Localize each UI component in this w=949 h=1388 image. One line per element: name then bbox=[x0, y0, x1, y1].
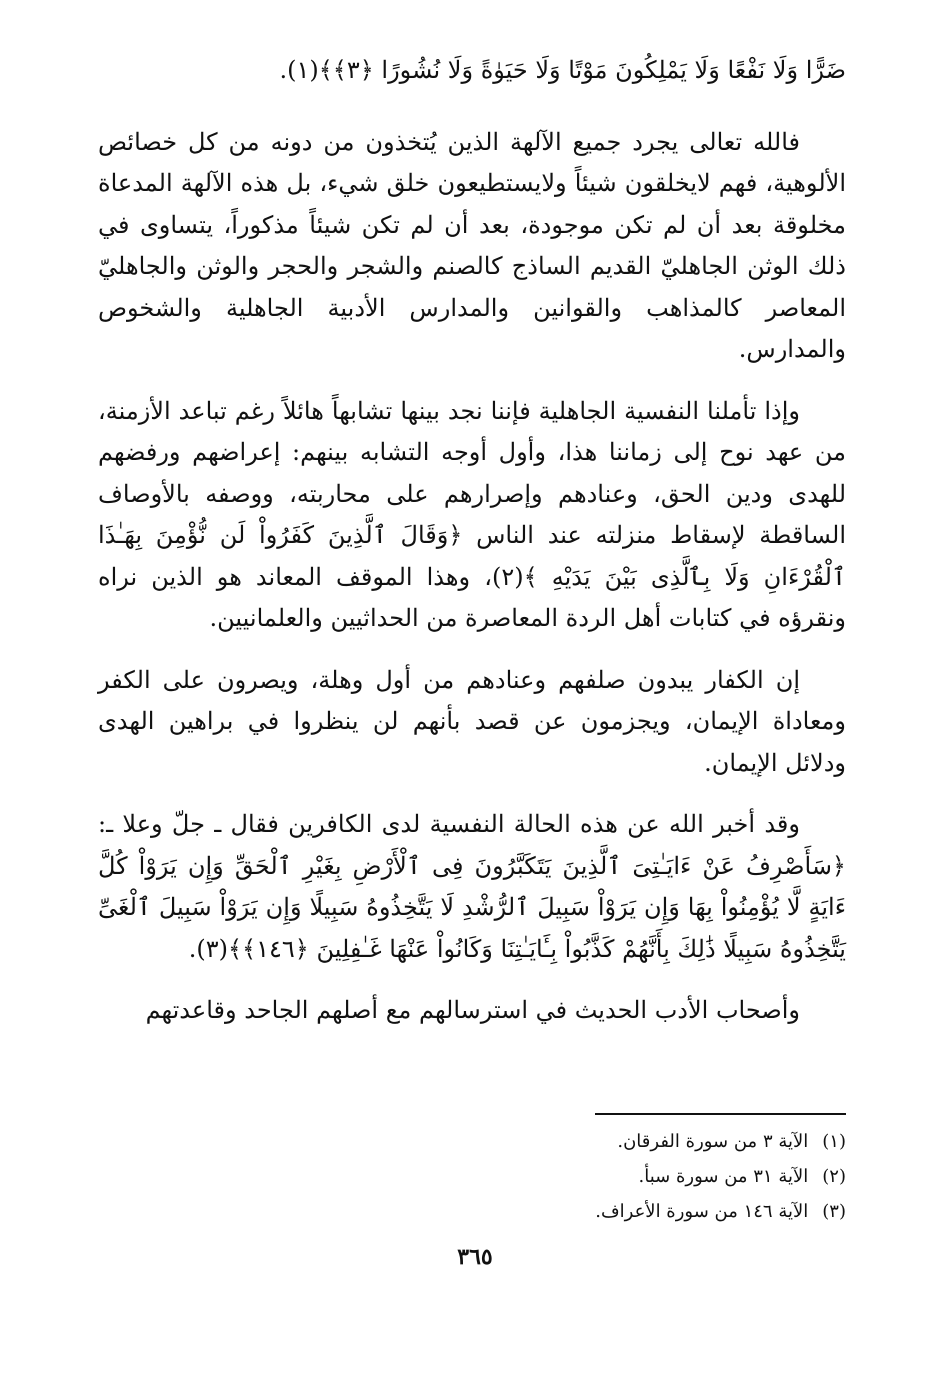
footnote-number: (٢) bbox=[822, 1166, 846, 1187]
paragraph-disbelievers-stubbornness: إن الكفار يبدون صلفهم وعنادهم من أول وهلة، ويصرون على الكفر ومعاداة الإيمان، ويجزمون عن قصد بأنهم لن ينظروا في براهين الهدى ودلائل الإيمان. bbox=[98, 665, 846, 777]
footnote-item bbox=[400, 1194, 846, 1229]
paragraph-divine-attributes: فالله تعالى يجرد جميع الآلهة الذين يُتخذون من دونه من كل خصائص الألوهية، فهم لايخلقون شيئاً ولايستطيعون خلق شيء، بل هذه الآلهة المدعاة مخلوقة بعد أن لم تكن موجودة، بعد أن لم تكن شيئاً مذكوراً، يتساوى في ذلك الوثن الجاهليّ القديم الساذج كالصنم والشجر والحجر والوثن والجاهليّ المعاصر كالمذاهب والقوانين والمدارس الأدبية الجاهلية والشخوص والمدارس. bbox=[98, 127, 846, 363]
page-body bbox=[98, 50, 846, 1052]
paragraph-jahili-psychology: وإذا تأملنا النفسية الجاهلية فإننا نجد بينها تشابهاً هائلاً رغم تباعد الأزمنة، من عهد نوح إلى زماننا هذا، وأول أوجه التشابه بينهم: إعراضهم ورفضهم للهدى ودين الحق، وعنادهم وإصرارهم على محاربته، ووصفه بالأوصاف الساقطة لإسقاط منزلته عند الناس ﴿وَقَالَ ٱلَّذِينَ كَفَرُواْ لَن نُّؤْمِنَ بِهَـٰذَا ٱلْقُرْءَانِ وَلَا بِٱلَّذِى بَيْنَ يَدَيْهِ ﴾(٢)، وهذا الموقف المعاند هو الذين نراه ونقرؤه في كتابات أهل الردة المعاصرة من الحداثيين والعلمانيين. bbox=[98, 396, 847, 632]
footnote-text: الآية ١٤٦ من سورة الأعراف. bbox=[595, 1201, 809, 1222]
footnote-text: الآية ٣١ من سورة سبأ. bbox=[638, 1166, 809, 1187]
page-number: ٣٦٥ bbox=[457, 1244, 493, 1270]
footnote-number: (٣) bbox=[822, 1201, 846, 1222]
footnote-number: (١) bbox=[822, 1131, 846, 1152]
footnote-item bbox=[400, 1124, 846, 1159]
paragraph-quran-continuation: ضَرًّا وَلَا نَفْعًا وَلَا يَمْلِكُونَ مَوْتًا وَلَا حَيَوٰةً وَلَا نُشُورًا ﴿٣﴾﴾(١). bbox=[279, 56, 846, 84]
paragraph-quran-araf-quote: وقد أخبر الله عن هذه الحالة النفسية لدى الكافرين فقال ـ جلّ وعلا ـ: ﴿سَأَصْرِفُ عَنْ ءَايَـٰتِىَ ٱلَّذِينَ يَتَكَبَّرُونَ فِى ٱلْأَرْضِ بِغَيْرِ ٱلْحَقِّ وَإِن يَرَوْاْ كُلَّ ءَايَةٍ لَّا يُؤْمِنُواْ بِهَا وَإِن يَرَوْاْ سَبِيلَ ٱلرُّشْدِ لَا يَتَّخِذُوهُ سَبِيلًا وَإِن يَرَوْاْ سَبِيلَ ٱلْغَىِّ يَتَّخِذُوهُ سَبِيلًا ذَٰلِكَ بِأَنَّهُمْ كَذَّبُواْ بِـَٔايَـٰتِنَا وَكَانُواْ عَنْهَا غَـٰفِلِينَ ﴿١٤٦﴾﴾(٣). bbox=[98, 810, 846, 963]
footnote-text: الآية ٣ من سورة الفرقان. bbox=[617, 1131, 809, 1152]
paragraph-modern-literature: وأصحاب الأدب الحديث في استرسالهم مع أصلهم الجاحد وقاعدتهم bbox=[145, 996, 800, 1024]
footnotes bbox=[400, 1124, 846, 1229]
footnote-divider bbox=[595, 1113, 846, 1115]
footnote-item bbox=[400, 1159, 846, 1194]
